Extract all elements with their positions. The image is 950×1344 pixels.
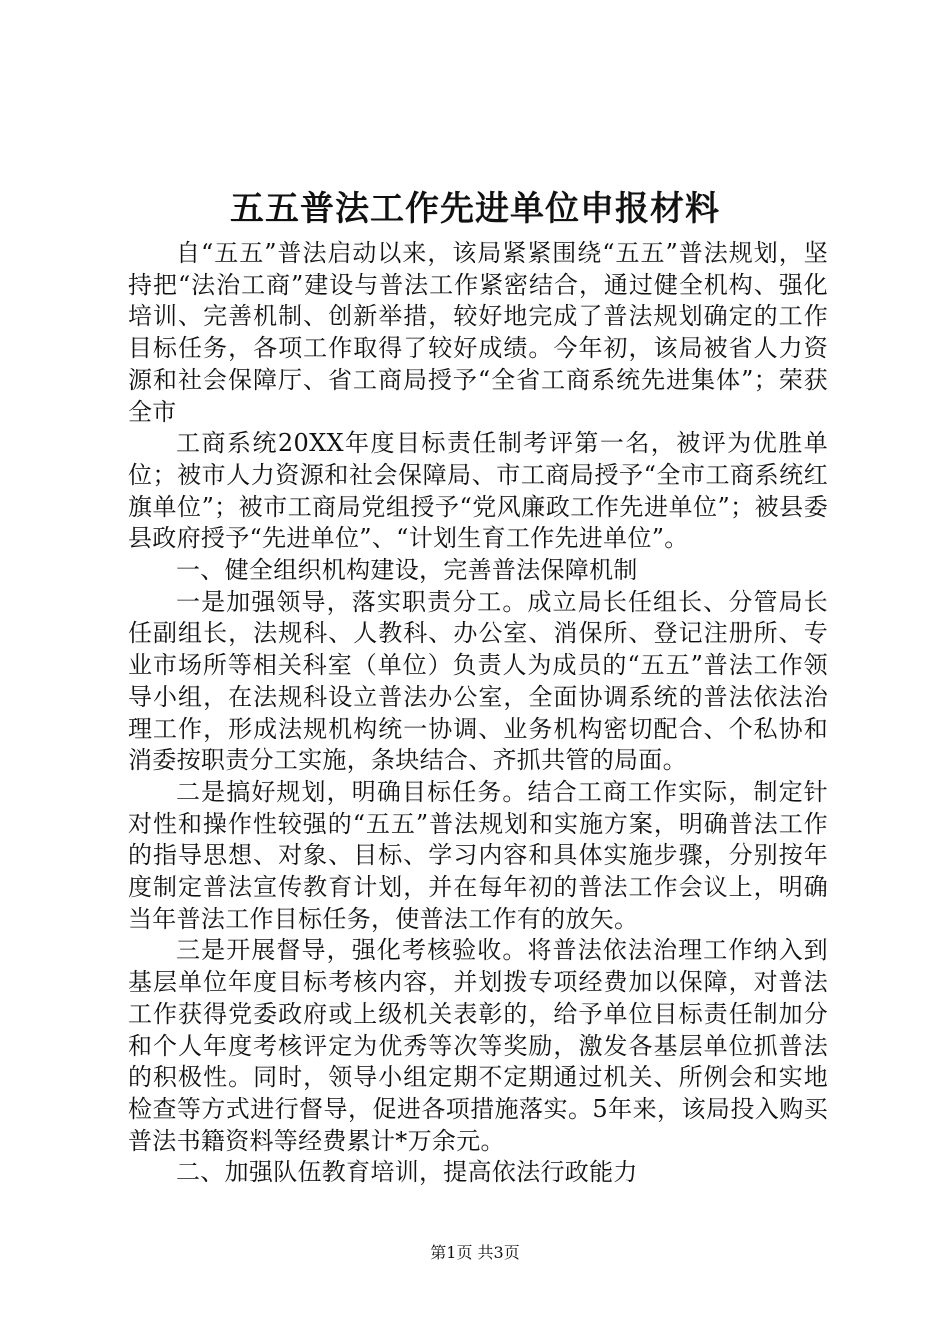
document-body <box>128 238 828 1189</box>
paragraph-supervision: 三是开展督导，强化考核验收。将普法依法治理工作纳入到基层单位年度目标考核内容，并划拨专项经费加以保障，对普法工作获得党委政府或上级机关表彰的，给予单位目标责任制加分和个人年度考核评定为优秀等次等奖励，激发各基层单位抓普法的积极性。同时，领导小组定期不定期通过机关、所例会和实地检查等方式进行督导，促进各项措施落实。5年来，该局投入购买普法书籍资料等经费累计*万余元。 <box>128 936 828 1155</box>
document-title: 五五普法工作先进单位申报材料 <box>230 189 720 229</box>
paragraph-honors: 工商系统20XX年度目标责任制考评第一名，被评为优胜单位；被市人力资源和社会保障局、市工商局授予“全市工商系统红旗单位”；被市工商局党组授予“党风廉政工作先进单位”；被县委县政府授予“先进单位”、“计划生育工作先进单位”。 <box>128 429 828 553</box>
page-footer: 第1页 共3页 <box>430 1243 520 1262</box>
section-heading-1: 一、健全组织机构建设，完善普法保障机制 <box>176 556 638 585</box>
paragraph-intro: 自“五五”普法启动以来，该局紧紧围绕“五五”普法规划，坚持把“法治工商”建设与普法工作紧密结合，通过健全机构、强化培训、完善机制、创新举措，较好地完成了普法规划确定的工作目标任务，各项工作取得了较好成绩。今年初，该局被省人力资源和社会保障厅、省工商局授予“全省工商系统先进集体”；荣获全市 <box>128 239 828 426</box>
paragraph-leadership: 一是加强领导，落实职责分工。成立局长任组长、分管局长任副组长，法规科、人教科、办公室、消保所、登记注册所、专业市场所等相关科室（单位）负责人为成员的“五五”普法工作领导小组，在法规科设立普法办公室，全面协调系统的普法依法治理工作，形成法规机构统一协调、业务机构密切配合、个私协和消委按职责分工实施，条块结合、齐抓共管的局面。 <box>128 587 828 775</box>
section-heading-2: 二、加强队伍教育培训，提高依法行政能力 <box>176 1158 638 1187</box>
paragraph-planning: 二是搞好规划，明确目标任务。结合工商工作实际，制定针对性和操作性较强的“五五”普法规划和实施方案，明确普法工作的指导思想、对象、目标、学习内容和具体实施步骤，分别按年度制定普法宣传教育计划，并在每年初的普法工作会议上，明确当年普法工作目标任务，使普法工作有的放矢。 <box>128 777 828 933</box>
